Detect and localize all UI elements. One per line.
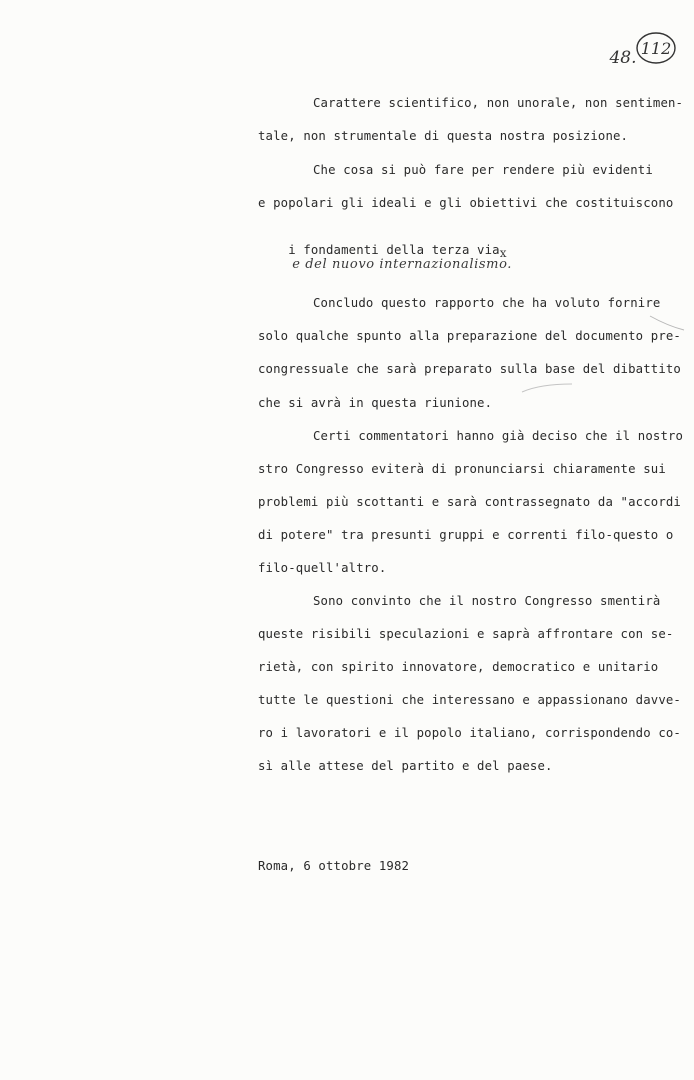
text-line: ro i lavoratori e il popolo italiano, corrispondendo co-: [258, 726, 681, 740]
text-line: solo qualche spunto alla preparazione del documento pre-: [258, 329, 681, 343]
text-line: tale, non strumentale di questa nostra posizione.: [258, 129, 629, 143]
text-line: queste risibili speculazioni e saprà affrontare con se-: [258, 627, 674, 641]
text-line: Che cosa si può fare per rendere più evidenti: [313, 163, 653, 177]
page-folio: [605, 32, 680, 77]
text-line: problemi più scottanti e sarà contrassegnato da "accordi: [258, 495, 681, 509]
text-line: i fondamenti della terza via: [288, 243, 500, 257]
handwritten-addition: e del nuovo internazionalismo.: [292, 257, 513, 272]
text-line: e popolari gli ideali e gli obiettivi che costituiscono: [258, 196, 674, 210]
text-line: di potere" tra presunti gruppi e correnti filo-questo o: [258, 528, 674, 542]
circled-page-number: [605, 32, 680, 77]
text-line: Carattere scientifico, non unorale, non sentimen-: [313, 96, 684, 110]
margin-pen-stroke-icon: [648, 312, 688, 334]
text-line: Sono convinto che il nostro Congresso smentirà: [313, 594, 661, 608]
text-line: filo-quell'altro.: [258, 561, 387, 575]
text-line: rietà, con spirito innovatore, democratico e unitario: [258, 660, 659, 674]
faint-pen-stroke-icon: [500, 380, 580, 400]
text-line: congressuale che sarà preparato sulla base del dibattito: [258, 362, 681, 376]
text-line: Certi commentatori hanno già deciso che il nostro: [313, 429, 684, 443]
page-number: 48.: [609, 48, 637, 68]
insertion-mark: x: [499, 246, 507, 260]
text-line: sì alle attese del partito e del paese.: [258, 759, 553, 773]
text-line: Concludo questo rapporto che ha voluto fornire: [313, 296, 661, 310]
text-line-with-insertion: [258, 229, 512, 286]
text-line: tutte le questioni che interessano e appassionano davve-: [258, 693, 681, 707]
text-line: che si avrà in questa riunione.: [258, 396, 493, 410]
date-line: Roma, 6 ottobre 1982: [258, 859, 410, 873]
circled-number: 112: [640, 39, 672, 58]
text-line: stro Congresso eviterà di pronunciarsi chiaramente sui: [258, 462, 666, 476]
